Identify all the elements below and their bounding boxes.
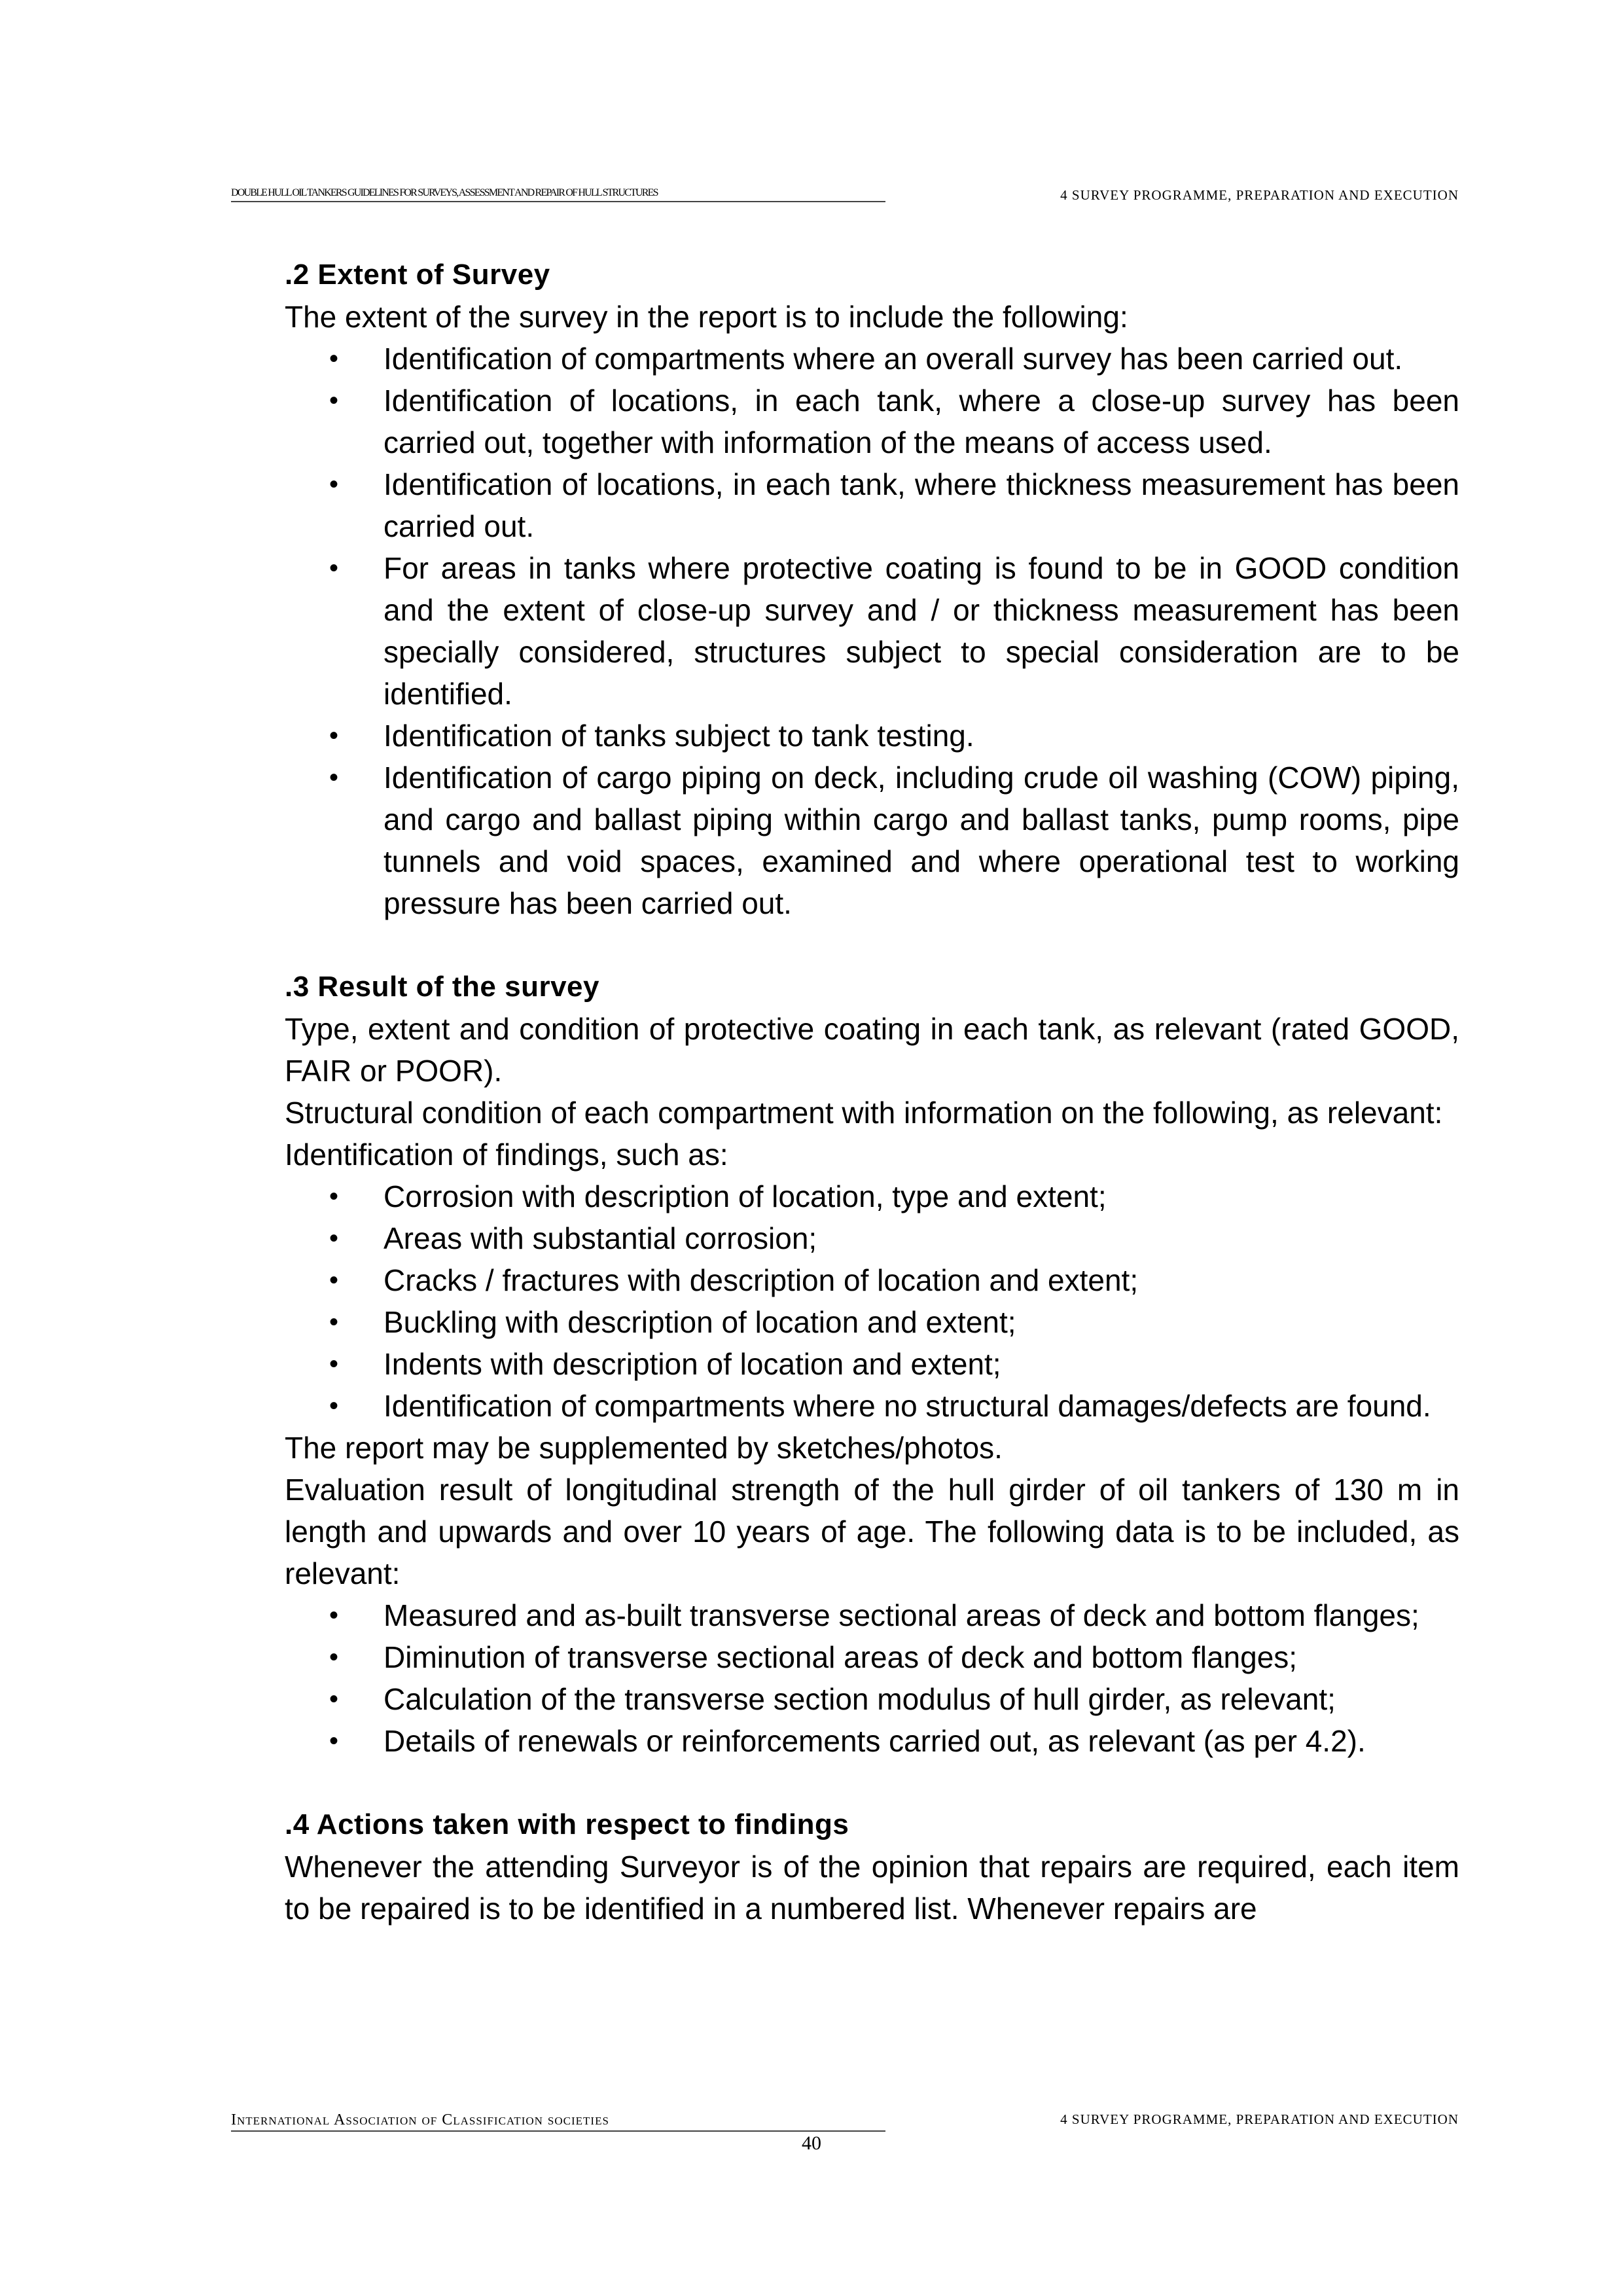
bullet-icon: • bbox=[329, 1308, 339, 1336]
bullet-icon: • bbox=[329, 554, 339, 583]
header-chapter-title: 4 SURVEY PROGRAMME, PREPARATION AND EXECUTION bbox=[1060, 187, 1459, 203]
bullet-icon: • bbox=[329, 1266, 339, 1295]
bullet-icon: • bbox=[329, 1685, 339, 1713]
paragraph: Type, extent and condition of protective coating in each tank, as relevant (rated GOOD, FAIR or POOR). bbox=[285, 1012, 1459, 1088]
list-item: • Cracks / fractures with description of location and extent; bbox=[285, 1259, 1459, 1301]
footer-organization: International Association of Classification societies bbox=[231, 2111, 885, 2132]
strength-data-list bbox=[285, 1594, 1459, 1762]
list-item: • Identification of cargo piping on deck, including crude oil washing (COW) piping, and cargo and ballast piping within cargo and ballast tanks, pump rooms, pipe tunnels and void spaces, examined and where operational test to working pressure has been carried out. bbox=[285, 757, 1459, 924]
bullet-icon: • bbox=[329, 1727, 339, 1755]
list-item: • Identification of locations, in each tank, where thickness measurement has been carried out. bbox=[285, 463, 1459, 547]
section-intro: The extent of the survey in the report is to include the following: bbox=[285, 300, 1128, 334]
bullet-icon: • bbox=[329, 1350, 339, 1378]
list-item: • Identification of tanks subject to tank testing. bbox=[285, 715, 1459, 757]
list-item: • Diminution of transverse sectional areas of deck and bottom flanges; bbox=[285, 1636, 1459, 1678]
paragraph: Identification of findings, such as: bbox=[285, 1138, 728, 1172]
list-item: • Identification of compartments where no structural damages/defects are found. bbox=[285, 1385, 1459, 1427]
paragraph: Structural condition of each compartment with information on the following, as relevant: bbox=[285, 1096, 1443, 1130]
paragraph: The report may be supplemented by sketches/photos. bbox=[285, 1431, 1003, 1465]
paragraph: Whenever the attending Surveyor is of the opinion that repairs are required, each item to be repaired is to be identified in a numbered list. Whenever repairs are bbox=[285, 1850, 1459, 1926]
bullet-icon: • bbox=[329, 1391, 339, 1420]
section-heading-actions-taken: .4 Actions taken with respect to findings bbox=[285, 1808, 849, 1840]
findings-list bbox=[285, 1175, 1459, 1427]
bullet-icon: • bbox=[329, 1601, 339, 1630]
page-number: 40 bbox=[802, 2132, 821, 2154]
list-item: • Buckling with description of location and extent; bbox=[285, 1301, 1459, 1343]
bullet-icon: • bbox=[329, 344, 339, 373]
bullet-icon: • bbox=[329, 721, 339, 750]
list-item: • Identification of locations, in each tank, where a close-up survey has been carried out, together with information of the means of access used. bbox=[285, 380, 1459, 463]
list-item: • Measured and as-built transverse sectional areas of deck and bottom flanges; bbox=[285, 1594, 1459, 1636]
bullet-icon: • bbox=[329, 763, 339, 792]
document-body bbox=[285, 254, 1459, 1929]
list-item: • Details of renewals or reinforcements carried out, as relevant (as per 4.2). bbox=[285, 1720, 1459, 1762]
footer-chapter-title: 4 SURVEY PROGRAMME, PREPARATION AND EXECUTION bbox=[1060, 2111, 1459, 2127]
bullet-icon: • bbox=[329, 1182, 339, 1211]
header-document-title: DOUBLE HULL OIL TANKERS GUIDELINES FOR SURVEYS, ASSESSMENT AND REPAIR OF HULL STRUCTURES bbox=[231, 187, 885, 202]
bullet-icon: • bbox=[329, 386, 339, 415]
paragraph: Evaluation result of longitudinal strength of the hull girder of oil tankers of 130 m in length and upwards and over 10 years of age. The following data is to be included, as relevant: bbox=[285, 1473, 1459, 1590]
list-item: • Identification of compartments where an overall survey has been carried out. bbox=[285, 338, 1459, 380]
list-item: • Areas with substantial corrosion; bbox=[285, 1217, 1459, 1259]
list-item: • Corrosion with description of location, type and extent; bbox=[285, 1175, 1459, 1217]
section-heading-extent-of-survey: .2 Extent of Survey bbox=[285, 259, 550, 291]
extent-of-survey-list bbox=[285, 338, 1459, 924]
list-item: • For areas in tanks where protective coating is found to be in GOOD condition and the extent of close-up survey and / or thickness measurement has been specially considered, structures subject to special consideration are to be identified. bbox=[285, 547, 1459, 715]
list-item: • Calculation of the transverse section modulus of hull girder, as relevant; bbox=[285, 1678, 1459, 1720]
bullet-icon: • bbox=[329, 1643, 339, 1672]
list-item: • Indents with description of location and extent; bbox=[285, 1343, 1459, 1385]
bullet-icon: • bbox=[329, 1224, 339, 1253]
section-heading-result-of-survey: .3 Result of the survey bbox=[285, 971, 599, 1003]
bullet-icon: • bbox=[329, 470, 339, 499]
